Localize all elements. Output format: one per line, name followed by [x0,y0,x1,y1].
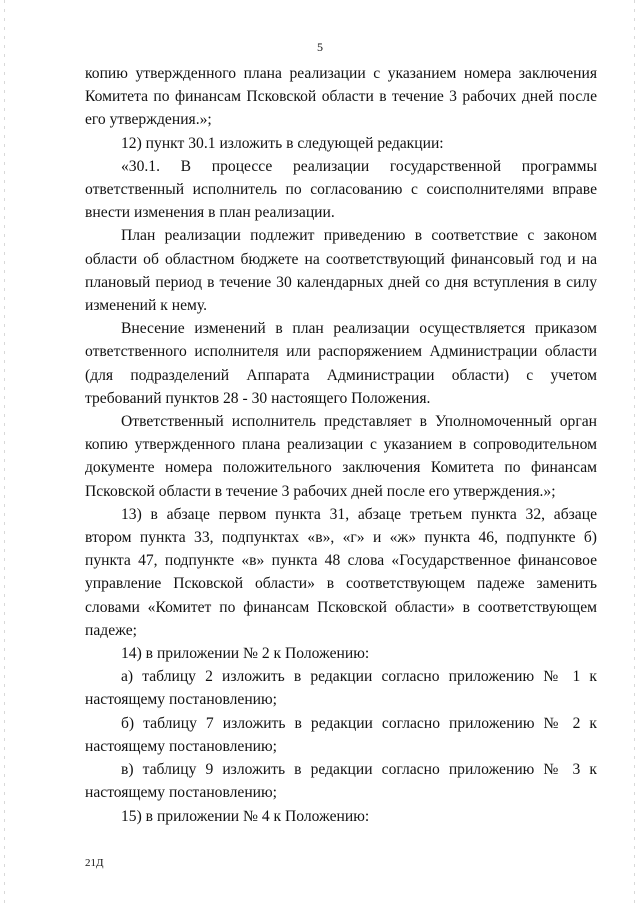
document-body [85,62,597,828]
footer-code: 21Д [85,857,104,869]
paragraph-item-14c: в) таблицу 9 изложить в редакции согласно приложению № 3 к настоящему постановлению; [85,761,597,802]
paragraph-plan-adjustment: План реализации подлежит приведению в соответствие с законом области об областном бюджете на соответствующий финансовый год и на плановый период в течение 30 календарных дней со дня вступления в силу изменений к нему. [85,227,597,315]
paragraph-item-14b: б) таблицу 7 изложить в редакции согласно приложению № 2 к настоящему постановлению; [85,714,597,755]
paragraph-item-15: 15) в приложении № 4 к Положению: [121,807,370,825]
paragraph-plan-changes-order: Внесение изменений в план реализации осуществляется приказом ответственного исполнителя или распоряжением Администрации области (для подразделений Аппарата Администрации области) с учетом требований пунктов 28 - 30 настоящего Положения. [85,320,597,407]
paragraph-plan-submission: Ответственный исполнитель представляет в Уполномоченный орган копию утвержденного плана реализации с указанием в сопроводительном документе номера положительного заключения Комитета по финансам Псковской области в течение 3 рабочих дней после его утверждения.»; [85,413,597,500]
paragraph-continuation: копию утвержденного плана реализации с указанием номера заключения Комитета по финансам Псковской области в течение 3 рабочих дней после его утверждения.»; [85,65,597,129]
page-number: 5 [317,40,323,54]
scan-edge-left [4,0,5,905]
scan-edge-right [634,0,635,905]
paragraph-item-14: 14) в приложении № 2 к Положению: [121,645,370,663]
paragraph-clause-30-1: «30.1. В процессе реализации государственной программы ответственный исполнитель по согласованию с соисполнителями вправе внести изменения в план реализации. [85,157,597,222]
paragraph-item-12: 12) пункт 30.1 изложить в следующей редакции: [121,134,444,152]
paragraph-item-13: 13) в абзаце первом пункта 31, абзаце третьем пункта 32, абзаце втором пункта 33, подпунктах «в», «г» и «ж» пункта 46, подпункте б) пункта 47, подпункте «в» пункта 48 слова «Государственное финансовое управление Псковской области» в соответствующем падеже заменить словами «Комитет по финансам Псковской области» в соответствующем падеже; [85,505,597,639]
paragraph-item-14a: а) таблицу 2 изложить в редакции согласно приложению № 1 к настоящему постановлению; [85,668,597,709]
